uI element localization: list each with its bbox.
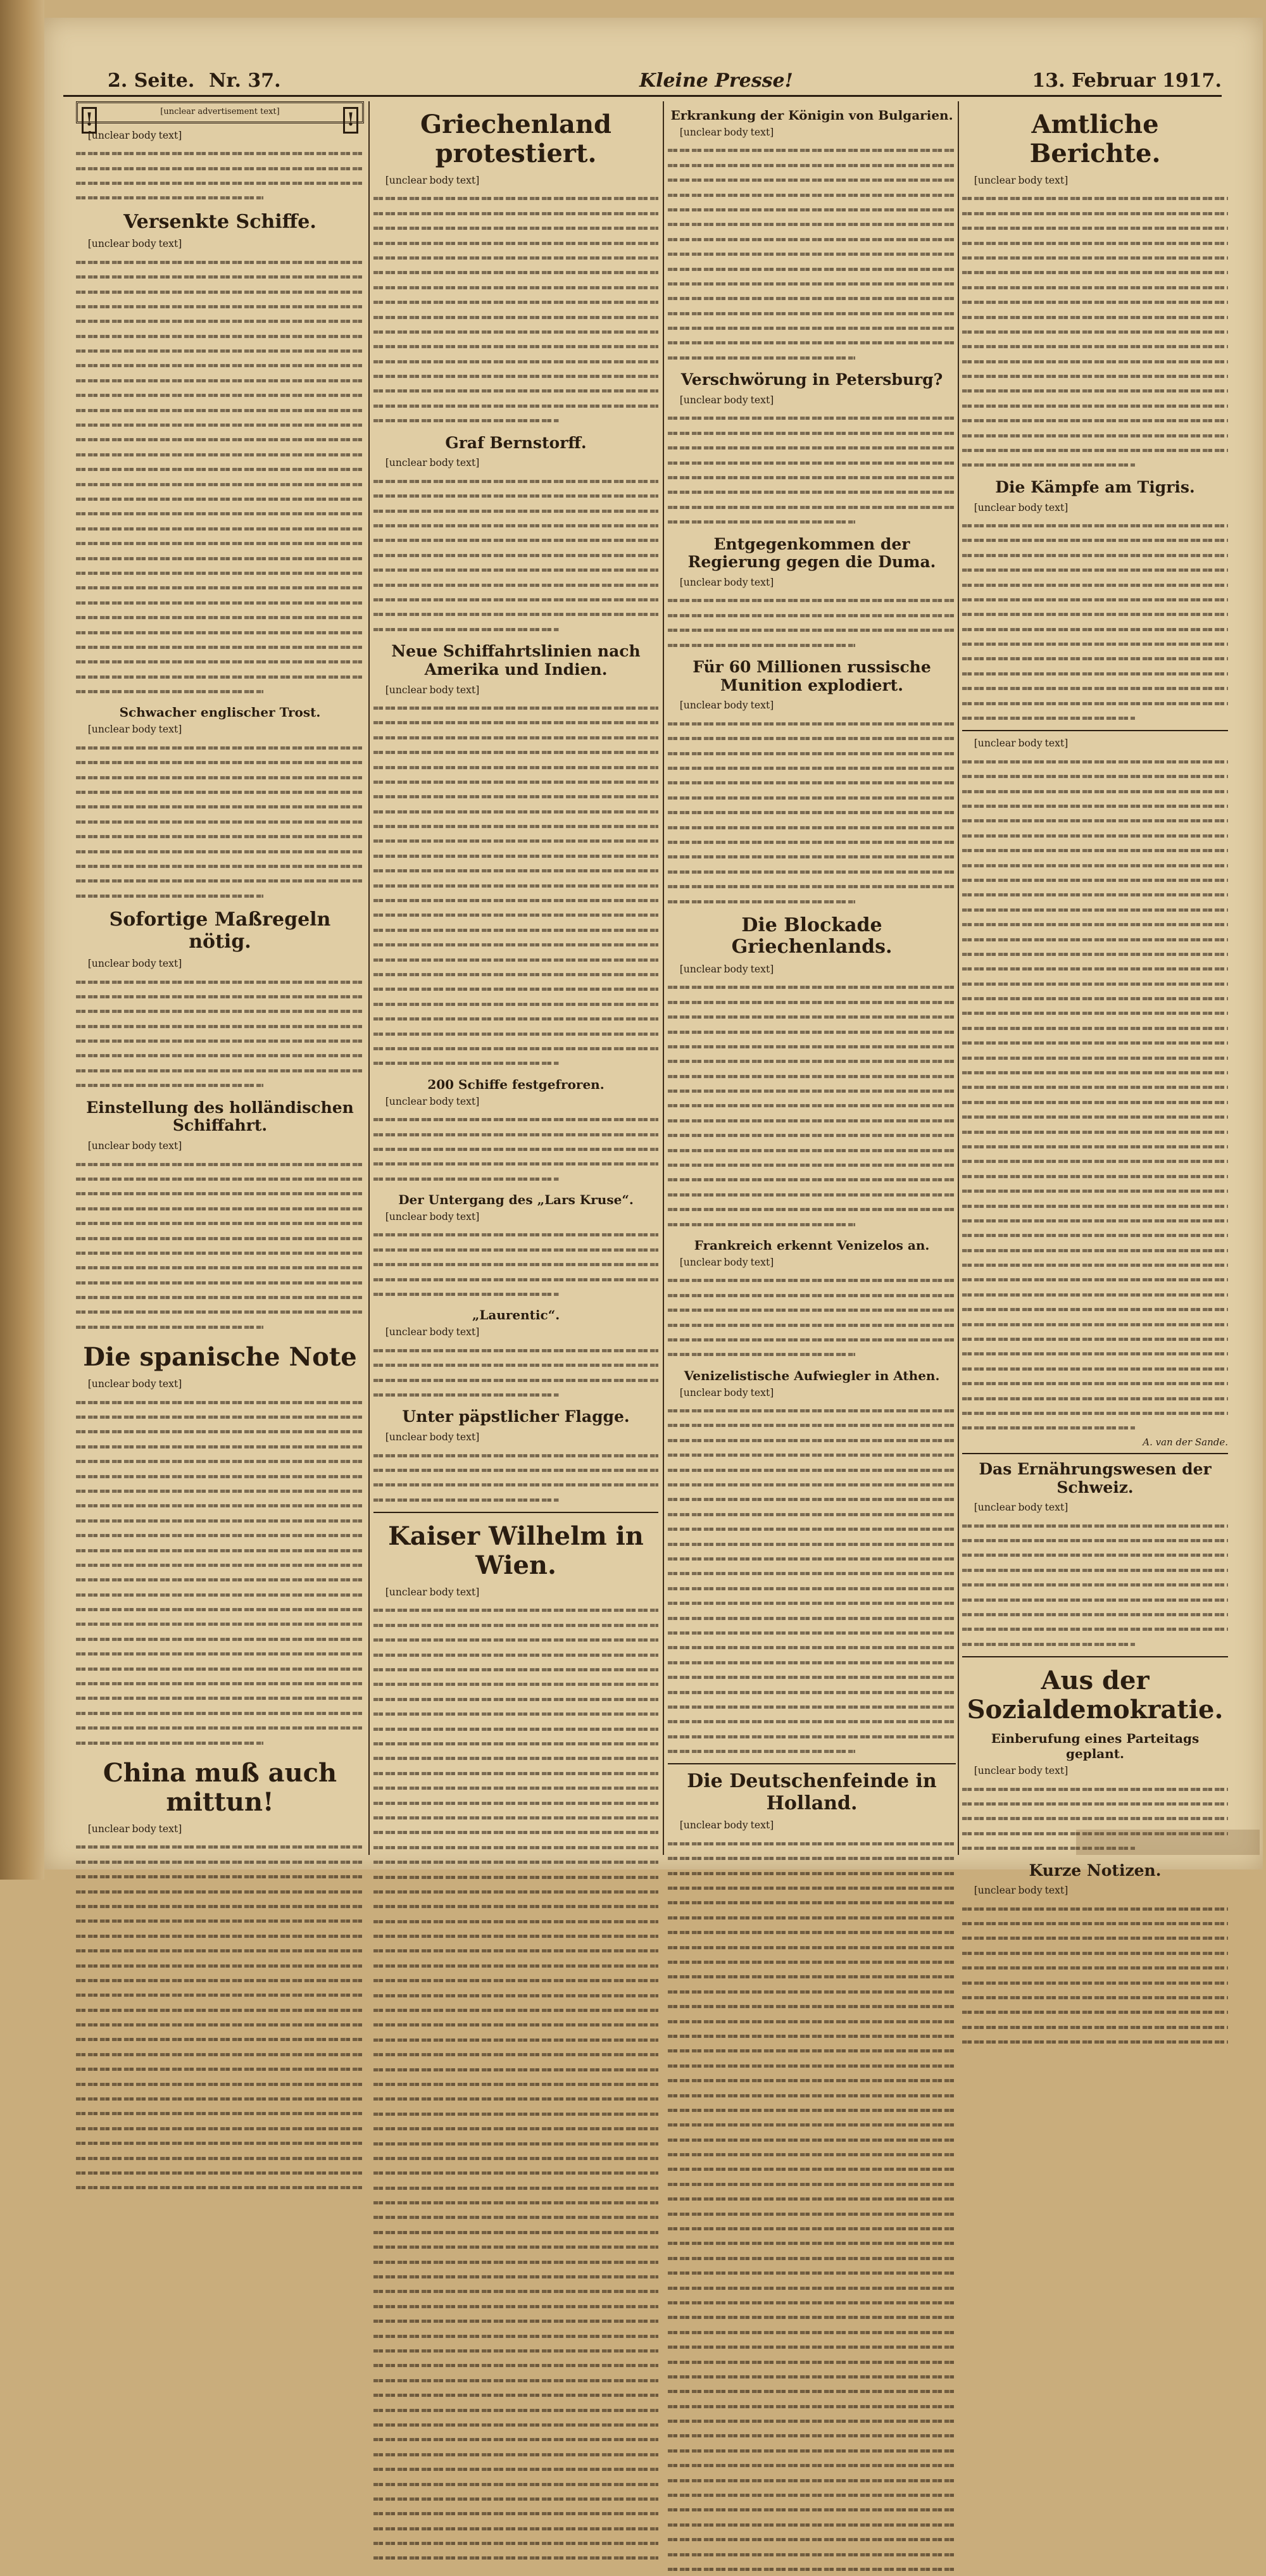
article-text: [unclear body text] — [385, 1211, 480, 1223]
text-lines — [962, 191, 1228, 472]
text-lines — [668, 142, 956, 365]
text-lines — [962, 1901, 1228, 2049]
headline-lars-kruse: Der Untergang des „Lars Kruse“. — [398, 1192, 634, 1208]
headline-duma: Entgegenkommen der Regierung gegen die Duma. — [687, 534, 936, 572]
text-lines — [373, 1112, 658, 1186]
article-text: [unclear body text] — [87, 1378, 182, 1390]
article-text: [unclear body text] — [87, 958, 182, 970]
article-text: [unclear body text] — [385, 457, 480, 469]
headline-200-schiffe: 200 Schiffe festgefroren. — [427, 1076, 605, 1092]
text-lines — [373, 1343, 658, 1402]
headline-koenigin-bulgarien: Erkrankung der Königin von Bulgarien. — [670, 108, 953, 123]
article-text: [unclear body text] — [87, 238, 182, 250]
paper-stain — [1076, 1830, 1260, 1855]
column-3 — [668, 101, 956, 1855]
article-text: [unclear body text] — [385, 175, 480, 186]
headline-amtliche-berichte: Amtliche Berichte. — [1029, 110, 1161, 168]
article-text: [unclear body text] — [385, 1095, 480, 1107]
article-text: [unclear body text] — [385, 1326, 480, 1338]
column-rule — [368, 101, 370, 1855]
headline-griechenland-protestiert: Griechenland protestiert. — [420, 110, 611, 168]
column-1 — [76, 101, 364, 1855]
page-header — [63, 70, 1222, 97]
column-4 — [962, 101, 1228, 1897]
article-text: [unclear body text] — [679, 700, 774, 712]
text-lines — [668, 1836, 956, 2576]
article-text: [unclear body text] — [974, 738, 1069, 750]
headline-verschwoerung-petersburg: Verschwörung in Petersburg? — [680, 370, 943, 389]
section-divider — [668, 1763, 956, 1764]
column-rule — [958, 101, 959, 1855]
article-text: [unclear body text] — [87, 129, 182, 141]
text-lines — [76, 146, 364, 205]
article-text: [unclear body text] — [87, 1140, 182, 1152]
page-number: 2. Seite. — [108, 70, 195, 92]
text-lines — [76, 974, 364, 1093]
text-lines — [373, 474, 658, 636]
article-text: [unclear body text] — [679, 963, 774, 975]
headline-kurze-notizen: Kurze Notizen. — [1029, 1861, 1162, 1880]
issue-number: Nr. 37. — [209, 70, 281, 92]
article-text: [unclear body text] — [679, 394, 774, 406]
headline-sozialdemokratie: Aus der Sozialdemokratie. — [967, 1666, 1224, 1725]
text-lines — [76, 1157, 364, 1335]
page-edge — [0, 0, 44, 1880]
article-text: [unclear body text] — [679, 577, 774, 589]
headline-schwacher-trost: Schwacher englischer Trost. — [119, 705, 321, 720]
text-lines — [668, 716, 956, 908]
article-text: [unclear body text] — [974, 1885, 1069, 1897]
article-text: [unclear body text] — [974, 501, 1069, 513]
article-text: [unclear body text] — [87, 724, 182, 736]
headline-venizelos: Frankreich erkennt Venizelos an. — [694, 1237, 930, 1253]
headline-spanische-note: Die spanische Note — [83, 1342, 357, 1373]
section-divider — [373, 1512, 658, 1513]
article-text: [unclear body text] — [679, 1256, 774, 1268]
article-text: [unclear body text] — [679, 127, 774, 138]
column-2 — [373, 101, 658, 1855]
text-lines — [668, 410, 956, 529]
headline-paepstliche-flagge: Unter päpstlicher Flagge. — [402, 1407, 630, 1426]
article-text: [unclear body text] — [974, 1502, 1069, 1514]
headline-graf-bernstorff: Graf Bernstorff. — [445, 433, 587, 452]
newspaper-title: Kleine Presse! — [639, 70, 793, 92]
article-text: [unclear body text] — [385, 684, 480, 696]
text-lines — [76, 740, 364, 903]
headline-deutschenfeinde-holland: Die Deutschenfeinde in Holland. — [687, 1770, 937, 1814]
text-lines — [962, 1518, 1228, 1652]
headline-blockade-griechenlands: Die Blockade Griechenlands. — [731, 914, 893, 958]
text-lines — [962, 754, 1228, 1435]
article-text: [unclear body text] — [679, 1819, 774, 1831]
text-lines — [373, 1602, 658, 2565]
exclamation-icon: ! — [343, 107, 358, 134]
text-lines — [373, 191, 658, 427]
headline-china: China muß auch mittun! — [103, 1758, 337, 1817]
article-text: [unclear body text] — [679, 1386, 774, 1398]
text-lines — [373, 1227, 658, 1301]
article-text: [unclear body text] — [974, 175, 1069, 186]
advertisement-box — [76, 101, 364, 130]
headline-sofortige-massregeln: Sofortige Maßregeln nötig. — [109, 908, 331, 953]
headline-russische-munition: Für 60 Millionen russische Munition explodiert. — [693, 657, 931, 694]
text-lines — [373, 1448, 658, 1507]
subheadline-parteitag: Einberufung eines Parteitags geplant. — [991, 1731, 1200, 1762]
text-lines — [668, 593, 956, 652]
section-divider — [962, 1453, 1228, 1454]
article-text: [unclear body text] — [385, 1431, 480, 1443]
headline-versenkte-schiffe: Versenkte Schiffe. — [123, 210, 316, 233]
section-divider — [962, 1656, 1228, 1657]
headline-kaiser-wilhelm-wien: Kaiser Wilhelm in Wien. — [388, 1521, 644, 1581]
article-text: [unclear body text] — [385, 1586, 480, 1599]
text-lines — [668, 1403, 956, 1758]
article-author: A. van der Sande. — [1143, 1436, 1228, 1448]
text-lines — [373, 700, 658, 1071]
text-lines — [76, 1395, 364, 1750]
article-text: [unclear body text] — [87, 1823, 182, 1835]
headline-hollaendische-schiffahrt: Einstellung des holländischen Schiffahrt. — [86, 1098, 354, 1135]
headline-kaempfe-tigris: Die Kämpfe am Tigris. — [995, 477, 1195, 496]
text-lines — [668, 1272, 956, 1361]
text-lines — [76, 254, 364, 699]
article-text: [unclear body text] — [974, 1765, 1069, 1777]
text-lines — [962, 518, 1228, 725]
headline-ernaehrungswesen-schweiz: Das Ernährungswesen der Schweiz. — [979, 1459, 1212, 1497]
section-divider — [962, 730, 1228, 731]
text-lines — [76, 1839, 364, 2194]
headline-aufwiegler-athen: Venizelistische Aufwiegler in Athen. — [684, 1367, 940, 1383]
headline-laurentic: „Laurentic“. — [472, 1307, 560, 1323]
text-lines — [668, 979, 956, 1231]
issue-date: 13. Februar 1917. — [1032, 70, 1222, 92]
ad-text: [unclear advertisement text] — [160, 107, 280, 116]
exclamation-icon: ! — [82, 107, 97, 134]
column-rule — [663, 101, 664, 1855]
headline-schiffahrtslinien: Neue Schiffahrtslinien nach Amerika und Indien. — [391, 642, 641, 679]
